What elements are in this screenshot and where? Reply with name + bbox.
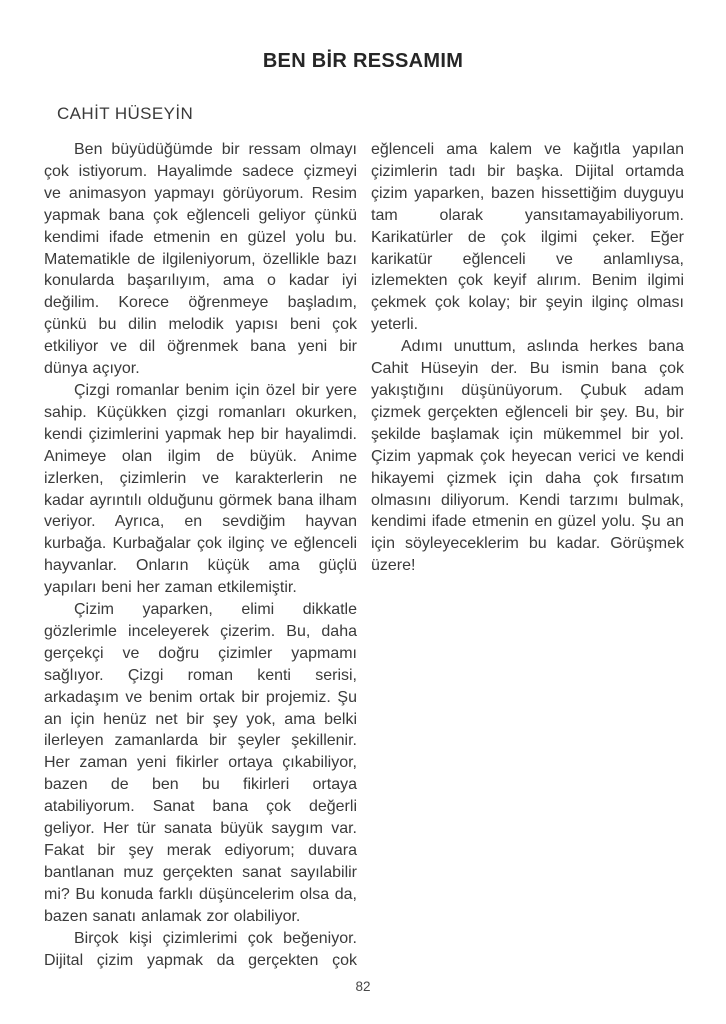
paragraph: Adımı unuttum, aslında herkes bana Cahit Hüseyin der. Bu ismin bana çok yakıştığını düşünüyorum. Çubuk adam çizmek gerçekten eğlenceli bir şey. Bu, bir şekilde başlamak için mükemmel bir yol. Çizim yapmak çok heyecan verici ve kendi hikayemi çizmek için daha çok fırsatım olmasını diliyorum. Kendi tarzımı bulmak, kendimi ifade etmenin en güzel yolu. Şu an için söyleyeceklerim bu kadar. Görüşmek üzere! [371,338,684,575]
page-number: 82 [355,979,371,994]
paragraph: Çizgi romanlar benim için özel bir yere sahip. Küçükken çizgi romanları okurken, kendi çizimlerini yapmak hep bir hayalimdi. Animeye olan ilgim de büyük. Anime izlerken, çizimlerin ve karakterlerin ne kadar ayrıntılı olduğunu görmek bana ilham veriyor. Ayrıca, en sevdiğim hayvan kurbağa. Kurbağalar çok ilginç ve eğlenceli hayvanlar. Onların küçük ama güçlü yapıları beni her zaman etkilemiştir. [44,381,357,597]
paragraph: Çizim yaparken, elimi dikkatle gözlerimle inceleyerek çizerim. Bu, daha gerçekçi ve doğru çizimler yapmamı sağlıyor. Çizgi roman kenti serisi, arkadaşım ve benim ortak bir projemiz. Şu an için henüz net bir şey yok, ama belki ilerleyen zamanlarda bir şeyler şekillenir. Her zaman yeni fikirler ortaya çıkabiliyor, bazen de ben bu fikirleri ortaya atabiliyorum. Sanat bana çok değerli geliyor. Her tür sanata büyük saygım var. Fakat bir şey merak ediyorum; duvara bantlanan muz gerçekten sanat sayılabilir mi? Bu konuda farklı düşüncelerim olsa da, bazen sanatı anlamak zor olabiliyor. [44,601,357,925]
text-columns [44,139,682,971]
paragraph: Birçok kişi çizimlerimi çok beğeniyor. Dijital çizim yapmak da gerçekten çok [44,929,357,969]
paragraph: Ben büyüdüğümde bir ressam olmayı çok istiyorum. Hayalimde sadece çizmeyi ve animasyon yapmayı görüyorum. Resim yapmak bana çok eğlenceli geliyor çünkü kendimi ifade etmenin en güzel yolu bu. Matematikle de ilgileniyorum, özellikle bazı konularda başarılıyım, ama o kadar iyi değilim. Korece öğrenmeye başladım, çünkü bu dilin melodik yapısı beni çok etkiliyor ve dil öğrenmek bana yeni bir dünya açıyor. [44,141,357,378]
page-title: BEN BİR RESSAMIM [262,50,464,72]
paragraph: eğlenceli ama kalem ve kağıtla yapılan çizimlerin tadı bir başka. Dijital ortamda çizim yaparken, bazen hissettiğim duyguyu tam olarak yansıtamayabiliyorum. Karikatürler de çok ilgimi çeker. Eğer karikatür eğlenceli ve anlamlıysa, izlemekten çok keyif alırım. Benim ilgimi çekmek çok kolay; bir şeyin ilginç olması yeterli. [371,141,684,334]
right-column [371,139,684,971]
author-name: CAHİT HÜSEYİN [57,104,194,123]
left-column [44,139,357,971]
